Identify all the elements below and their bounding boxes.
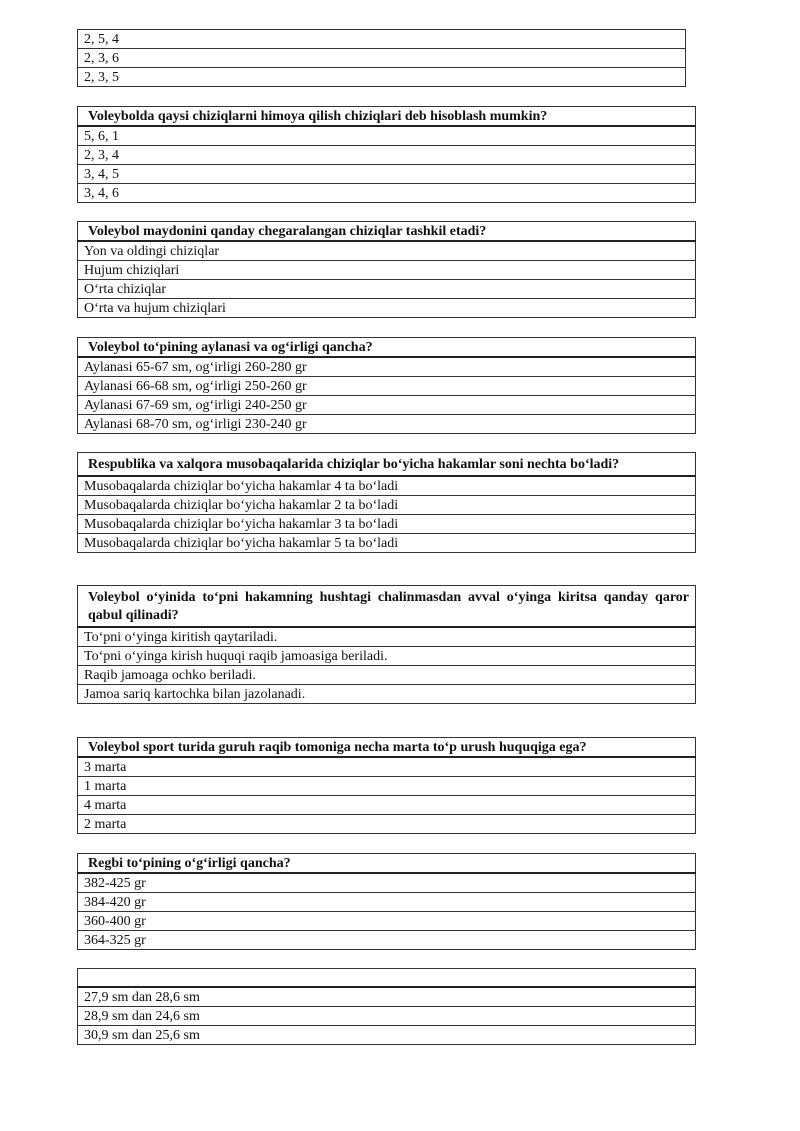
answer-option [78,796,696,815]
answer-option-text: 3, 4, 6 [78,184,696,203]
question-row [78,107,696,127]
answer-option-text: 364-325 gr [78,931,696,950]
answer-option-text: 3 marta [78,757,696,777]
question-row [78,453,696,477]
answer-option [78,987,696,1007]
answer-option [78,415,696,434]
question-block [77,221,696,318]
question-text: Voleybol to‘pining aylanasi va og‘irligi qancha? [78,338,696,358]
question-block [77,452,696,553]
question-text [78,969,696,988]
answer-option-text: Aylanasi 66-68 sm, og‘irligi 250-260 gr [78,377,696,396]
answer-option [78,241,696,261]
question-block [77,106,696,203]
answer-option [78,815,696,834]
question-row [78,969,696,988]
answer-option [78,496,696,515]
answer-option-text: 3, 4, 5 [78,165,696,184]
answer-option [78,685,696,704]
answer-option-text: 2 marta [78,815,696,834]
answer-option [78,299,696,318]
answer-option [78,357,696,377]
answer-option [78,146,696,165]
question-block [77,968,696,1045]
answer-option-text: Yon va oldingi chiziqlar [78,241,696,261]
answer-option-text: O‘rta va hujum chiziqlari [78,299,696,318]
answer-option [78,534,696,553]
question-text: Voleybol sport turida guruh raqib tomoniga necha marta to‘p urush huquqiga ega? [78,738,696,758]
question-block [77,853,696,950]
answer-option [78,666,696,685]
answer-option [78,396,696,415]
answer-option-text: 2, 3, 5 [78,68,686,87]
question-block-continued [77,29,686,87]
answer-option [78,1007,696,1026]
answer-option [78,377,696,396]
answer-option-text: 360-400 gr [78,912,696,931]
answer-option [78,261,696,280]
answer-option [78,777,696,796]
answer-option [78,515,696,534]
answer-option [78,476,696,496]
answer-option [78,165,696,184]
question-text: Regbi to‘pining o‘g‘irligi qancha? [78,854,696,874]
question-row [78,338,696,358]
answer-option-text: Jamoa sariq kartochka bilan jazolanadi. [78,685,696,704]
answer-option-text: Aylanasi 67-69 sm, og‘irligi 240-250 gr [78,396,696,415]
question-row [78,738,696,758]
answer-option-text: 2, 3, 4 [78,146,696,165]
answer-option [78,1026,696,1045]
question-block [77,737,696,834]
answer-option [78,912,696,931]
answer-option-text: 4 marta [78,796,696,815]
answer-option-text: Aylanasi 68-70 sm, og‘irligi 230-240 gr [78,415,696,434]
answer-option [78,873,696,893]
answer-option-text: 1 marta [78,777,696,796]
answer-option-text: Hujum chiziqlari [78,261,696,280]
question-text: Respublika va xalqora musobaqalarida chiziqlar bo‘yicha hakamlar soni nechta bo‘ladi? [78,453,696,477]
question-row [78,854,696,874]
answer-option [78,647,696,666]
answer-option-text: Musobaqalarda chiziqlar bo‘yicha hakamlar 2 ta bo‘ladi [78,496,696,515]
answer-option-text: 28,9 sm dan 24,6 sm [78,1007,696,1026]
answer-option-text: Musobaqalarda chiziqlar bo‘yicha hakamlar 5 ta bo‘ladi [78,534,696,553]
answer-option [78,68,686,87]
answer-option-text: Musobaqalarda chiziqlar bo‘yicha hakamlar 4 ta bo‘ladi [78,476,696,496]
answer-option [78,757,696,777]
question-text: Voleybolda qaysi chiziqlarni himoya qilish chiziqlari deb hisoblash mumkin? [78,107,696,127]
answer-option-text: To‘pni o‘yinga kirish huquqi raqib jamoasiga beriladi. [78,647,696,666]
question-text: Voleybol o‘yinida to‘pni hakamning hushtagi chalinmasdan avval o‘yinga kiritsa qanday qaror qabul qilinadi? [78,586,696,628]
answer-option-text: Aylanasi 65-67 sm, og‘irligi 260-280 gr [78,357,696,377]
answer-option-text: 27,9 sm dan 28,6 sm [78,987,696,1007]
answer-option-text: To‘pni o‘yinga kiritish qaytariladi. [78,627,696,647]
answer-option-text: O‘rta chiziqlar [78,280,696,299]
answer-option [78,280,696,299]
answer-option-text: 5, 6, 1 [78,126,696,146]
question-text: Voleybol maydonini qanday chegaralangan chiziqlar tashkil etadi? [78,222,696,242]
answer-option-text: 2, 5, 4 [78,30,686,49]
answer-option-text: Musobaqalarda chiziqlar bo‘yicha hakamlar 3 ta bo‘ladi [78,515,696,534]
answer-option [78,931,696,950]
answer-option [78,30,686,49]
answer-option [78,893,696,912]
question-row [78,222,696,242]
answer-option [78,126,696,146]
answer-option-text: 2, 3, 6 [78,49,686,68]
answer-option-text: Raqib jamoaga ochko beriladi. [78,666,696,685]
question-row [78,586,696,628]
answer-option-text: 30,9 sm dan 25,6 sm [78,1026,696,1045]
answer-option [78,184,696,203]
answer-option [78,49,686,68]
question-block [77,585,696,704]
question-block [77,337,696,434]
answer-option-text: 382-425 gr [78,873,696,893]
answer-option [78,627,696,647]
answer-option-text: 384-420 gr [78,893,696,912]
